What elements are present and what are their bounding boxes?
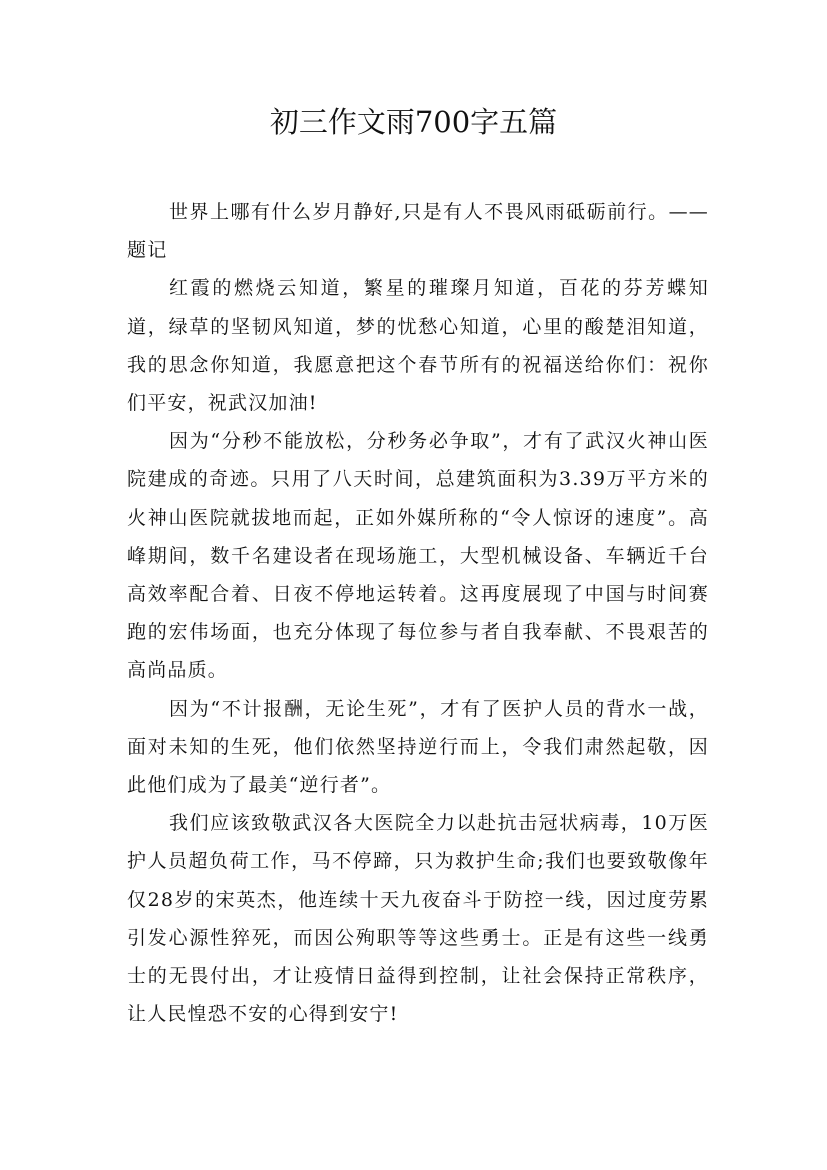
paragraph-2: 因为“分秒不能放松，分秒务必争取”，才有了武汉火神山医院建成的奇迹。只用了八天时间，总建筑面积为3.39万平方米的火神山医院就拔地而起，正如外媒所称的“令人惊讶的速度”。高峰期间，数千名建设者在现场施工，大型机械设备、车辆近千台高效率配合着、日夜不停地运转着。这再度展现了中国与时间赛跑的宏伟场面，也充分体现了每位参与者自我奉献、不畏艰苦的高尚品质。 (127, 430, 709, 682)
paragraph-epigraph: 世界上哪有什么岁月静好,只是有人不畏风雨砥砺前行。——题记 (127, 201, 709, 262)
paragraph-3: 因为“不计报酬，无论生死”，才有了医护人员的背水一战，面对未知的生死，他们依然坚持逆行而上，令我们肃然起敬，因此他们成为了最美“逆行者”。 (127, 697, 709, 797)
document-body (127, 193, 709, 1033)
paragraph-4: 我们应该致敬武汉各大医院全力以赴抗击冠状病毒，10万医护人员超负荷工作，马不停蹄，只为救护生命;我们也要致敬像年仅28岁的宋英杰，他连续十天九夜奋斗于防控一线，因过度劳累引发心源性猝死，而因公殉职等等这些勇士。正是有这些一线勇士的无畏付出，才让疫情日益得到控制，让社会保持正常秩序，让人民惶恐不安的心得到安宁! (127, 812, 709, 1026)
document-title: 初三作文雨700字五篇 (269, 105, 558, 139)
paragraph-1: 红霞的燃烧云知道，繁星的璀璨月知道，百花的芬芳蝶知道，绿草的坚韧风知道，梦的忧愁心知道，心里的酸楚泪知道，我的思念你知道，我愿意把这个春节所有的祝福送给你们：祝你们平安，祝武汉加油! (127, 277, 709, 415)
